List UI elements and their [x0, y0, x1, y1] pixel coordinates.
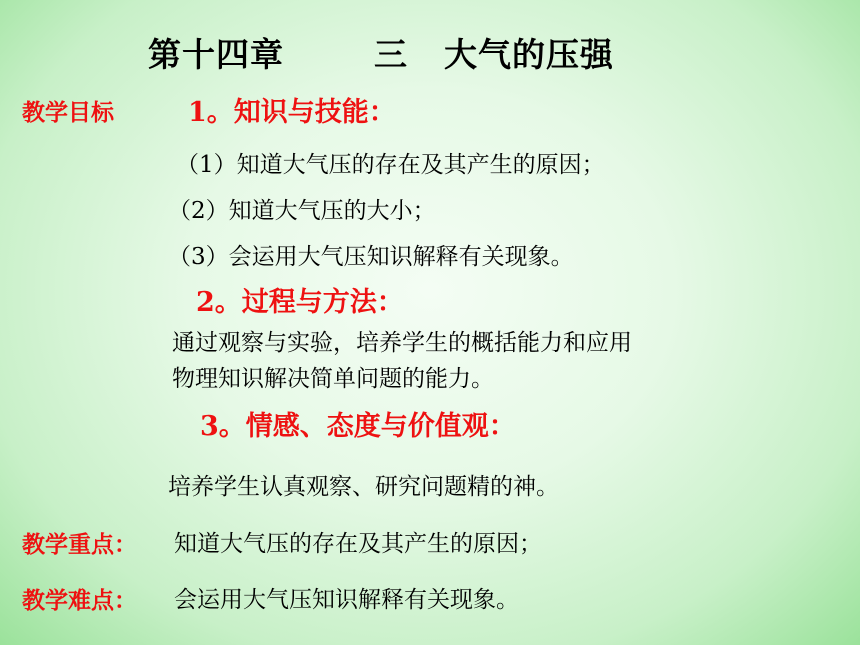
- slide-title: [148, 35, 614, 74]
- key-point-label: 教学重点：: [22, 531, 137, 558]
- knowledge-item-3: （3）会运用大气压知识解释有关现象。: [168, 244, 574, 270]
- chapter-label: 第十四章: [148, 35, 284, 74]
- knowledge-item-2: （2）知道大气压的大小；: [168, 198, 436, 224]
- key-point-text: 知道大气压的存在及其产生的原因；: [174, 531, 542, 557]
- process-line-2: 物理知识解决简单问题的能力。: [172, 366, 494, 392]
- emotion-heading: 3。情感、态度与价值观：: [200, 411, 516, 442]
- difficulty-text: 会运用大气压知识解释有关现象。: [174, 587, 519, 613]
- section-number: 三: [374, 35, 408, 74]
- difficulty-label: 教学难点：: [22, 587, 137, 614]
- process-heading: 2。过程与方法：: [196, 287, 404, 318]
- section-title: 大气的压强: [444, 35, 614, 74]
- emotion-text: 培养学生认真观察、研究问题精的神。: [168, 474, 559, 500]
- knowledge-item-1: （1）知道大气压的存在及其产生的原因；: [176, 152, 605, 178]
- process-line-1: 通过观察与实验，培养学生的概括能力和应用: [172, 330, 632, 356]
- knowledge-heading: 1。知识与技能：: [188, 97, 396, 128]
- objectives-label: 教学目标: [22, 99, 114, 126]
